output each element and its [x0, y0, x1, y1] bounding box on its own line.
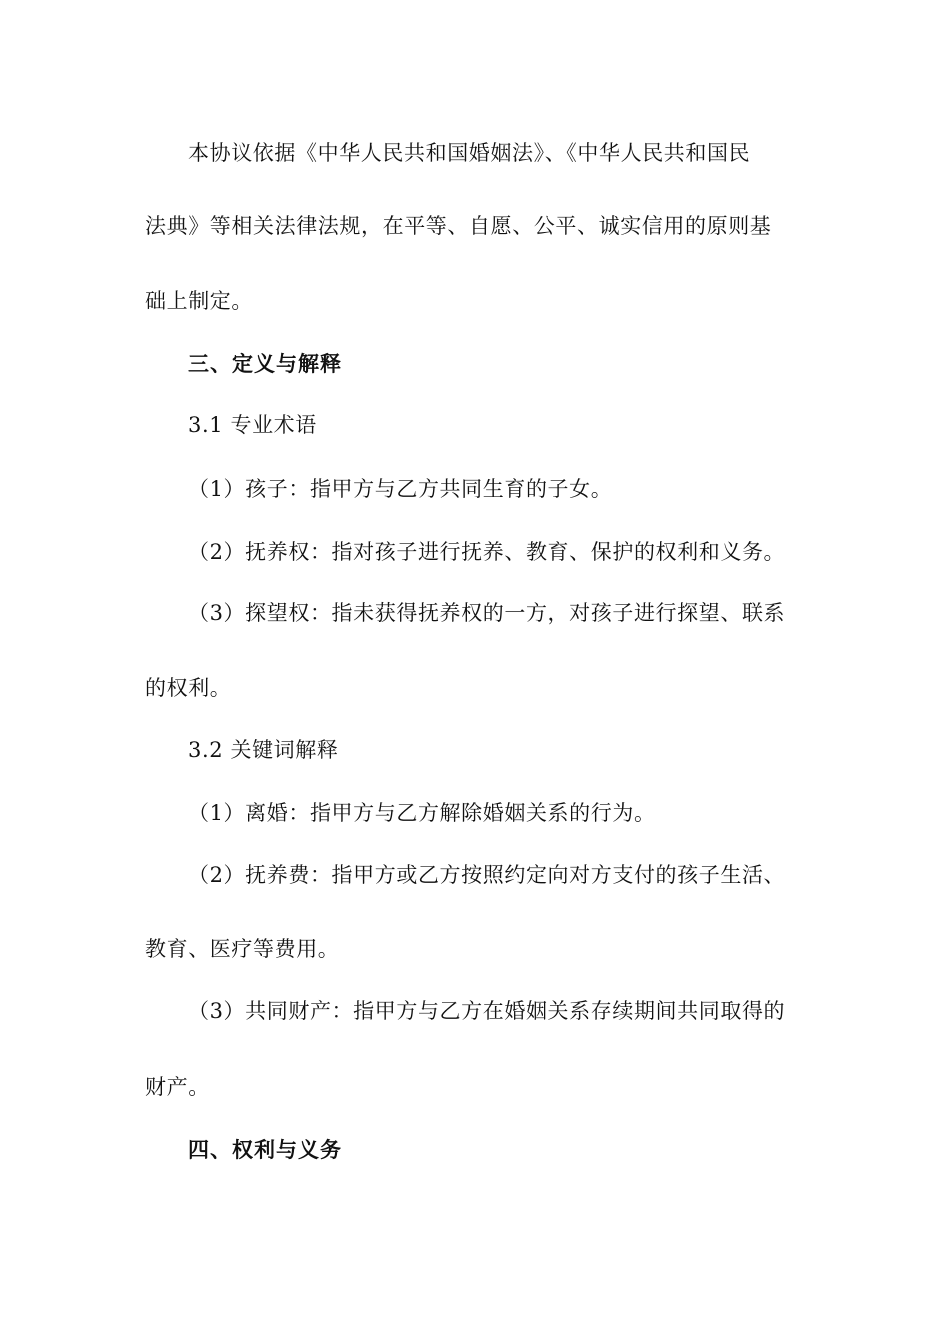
keyword-joint-property-line-1: （3）共同财产：指甲方与乙方在婚姻关系存续期间共同取得的 [188, 999, 786, 1023]
keyword-support-fee-line-2: 教育、医疗等费用。 [145, 937, 340, 961]
keyword-joint-property-line-2: 财产。 [145, 1075, 210, 1099]
section-4-heading: 四、权利与义务 [188, 1138, 342, 1162]
section-3-heading: 三、定义与解释 [188, 352, 342, 376]
subsection-3-1-title: 3.1 专业术语 [188, 413, 317, 437]
basis-paragraph-line-1: 本协议依据《中华人民共和国婚姻法》、《中华人民共和国民 [188, 141, 751, 165]
keyword-divorce: （1）离婚：指甲方与乙方解除婚姻关系的行为。 [188, 801, 656, 825]
term-visitation-line-2: 的权利。 [145, 676, 232, 700]
term-custody: （2）抚养权：指对孩子进行抚养、教育、保护的权利和义务。 [188, 540, 786, 564]
basis-paragraph-line-3: 础上制定。 [145, 289, 253, 313]
term-child: （1）孩子：指甲方与乙方共同生育的子女。 [188, 477, 613, 501]
term-visitation-line-1: （3）探望权：指未获得抚养权的一方，对孩子进行探望、联系 [188, 601, 786, 625]
keyword-support-fee-line-1: （2）抚养费：指甲方或乙方按照约定向对方支付的孩子生活、 [188, 863, 786, 887]
subsection-3-2-title: 3.2 关键词解释 [188, 738, 339, 762]
basis-paragraph-line-2: 法典》等相关法律法规，在平等、自愿、公平、诚实信用的原则基 [145, 214, 772, 238]
